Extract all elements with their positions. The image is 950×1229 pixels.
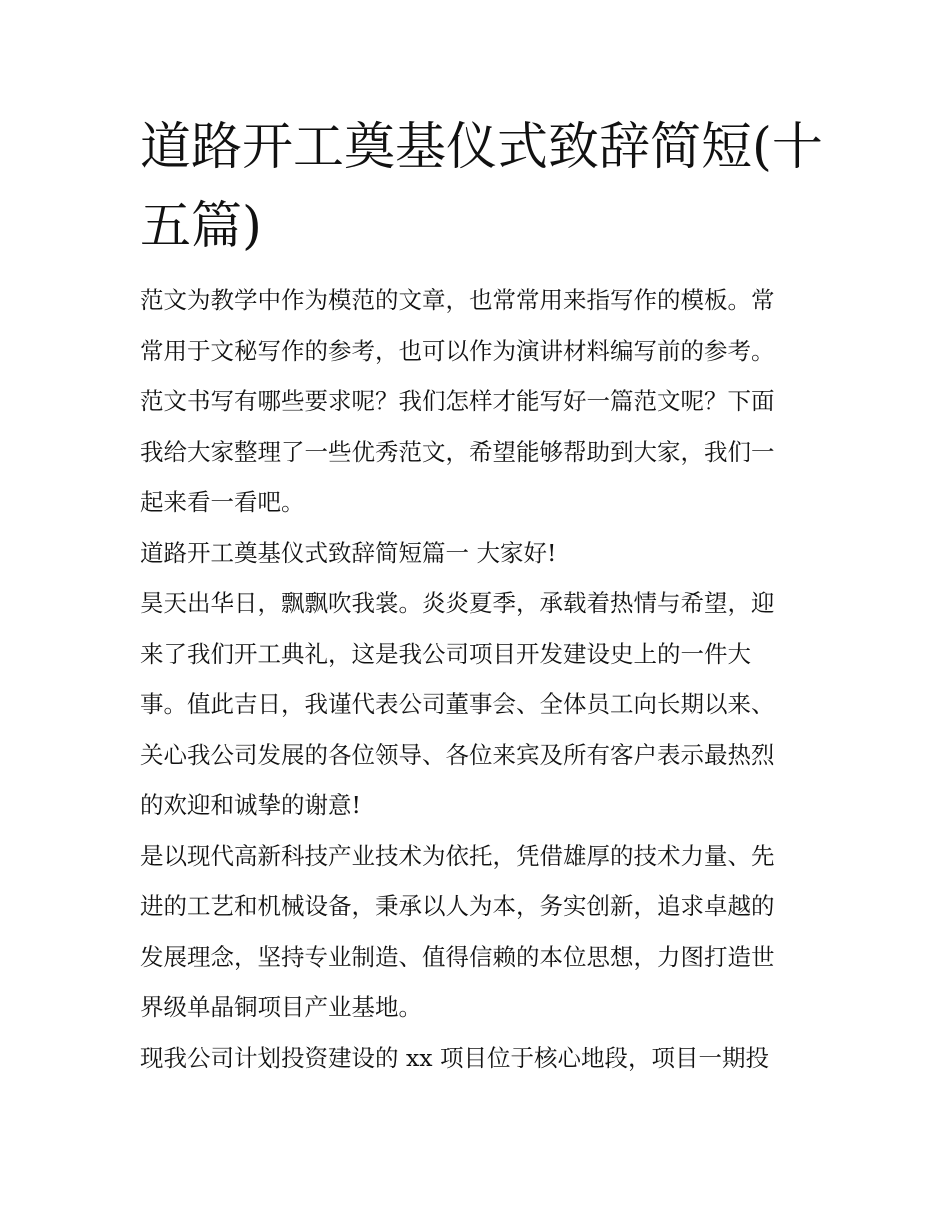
title-line: 道路开工奠基仪式致辞简短(十 bbox=[140, 118, 823, 177]
text-line: 范文书写有哪些要求呢？我们怎样才能写好一篇范文呢？下面 bbox=[140, 387, 775, 415]
text-line: 事。值此吉日，我谨代表公司董事会、全体员工向长期以来、 bbox=[140, 690, 775, 718]
text-line: 起来看一看吧。 bbox=[140, 488, 305, 516]
text-line: 关心我公司发展的各位领导、各位来宾及所有客户表示最热烈 bbox=[140, 740, 775, 769]
title-line: 五篇) bbox=[140, 197, 262, 256]
body-paragraph bbox=[140, 578, 820, 831]
text-line: 现我公司计划投资建设的 xx 项目位于核心地段，项目一期投 bbox=[140, 1043, 769, 1072]
text-line: 来了我们开工典礼，这是我公司项目开发建设史上的一件大 bbox=[140, 639, 751, 668]
text-line: 常用于文秘写作的参考，也可以作为演讲材料编写前的参考。 bbox=[140, 336, 775, 365]
text-line: 道路开工奠基仪式致辞简短篇一 大家好! bbox=[140, 538, 557, 567]
body-paragraph bbox=[140, 1033, 820, 1084]
text-line: 的欢迎和诚挚的谢意! bbox=[140, 791, 361, 819]
text-line: 进的工艺和机械设备，秉承以人为本，务实创新，追求卓越的 bbox=[140, 892, 775, 920]
text-line: 是以现代高新科技产业技术为依托，凭借雄厚的技术力量、先 bbox=[140, 841, 775, 870]
document-body bbox=[140, 275, 820, 1083]
text-line: 昊天出华日，飘飘吹我裳。炎炎夏季，承载着热情与希望，迎 bbox=[140, 589, 775, 617]
body-paragraph bbox=[140, 831, 820, 1033]
document-title bbox=[140, 108, 830, 266]
intro-paragraph bbox=[140, 275, 820, 528]
section-heading-paragraph bbox=[140, 528, 820, 579]
text-line: 范文为教学中作为模范的文章，也常常用来指写作的模板。常 bbox=[140, 286, 775, 314]
text-line: 界级单晶铜项目产业基地。 bbox=[140, 993, 422, 1021]
text-line: 发展理念，坚持专业制造、值得信赖的本位思想，力图打造世 bbox=[140, 942, 775, 971]
text-line: 我给大家整理了一些优秀范文，希望能够帮助到大家，我们一 bbox=[140, 437, 775, 466]
